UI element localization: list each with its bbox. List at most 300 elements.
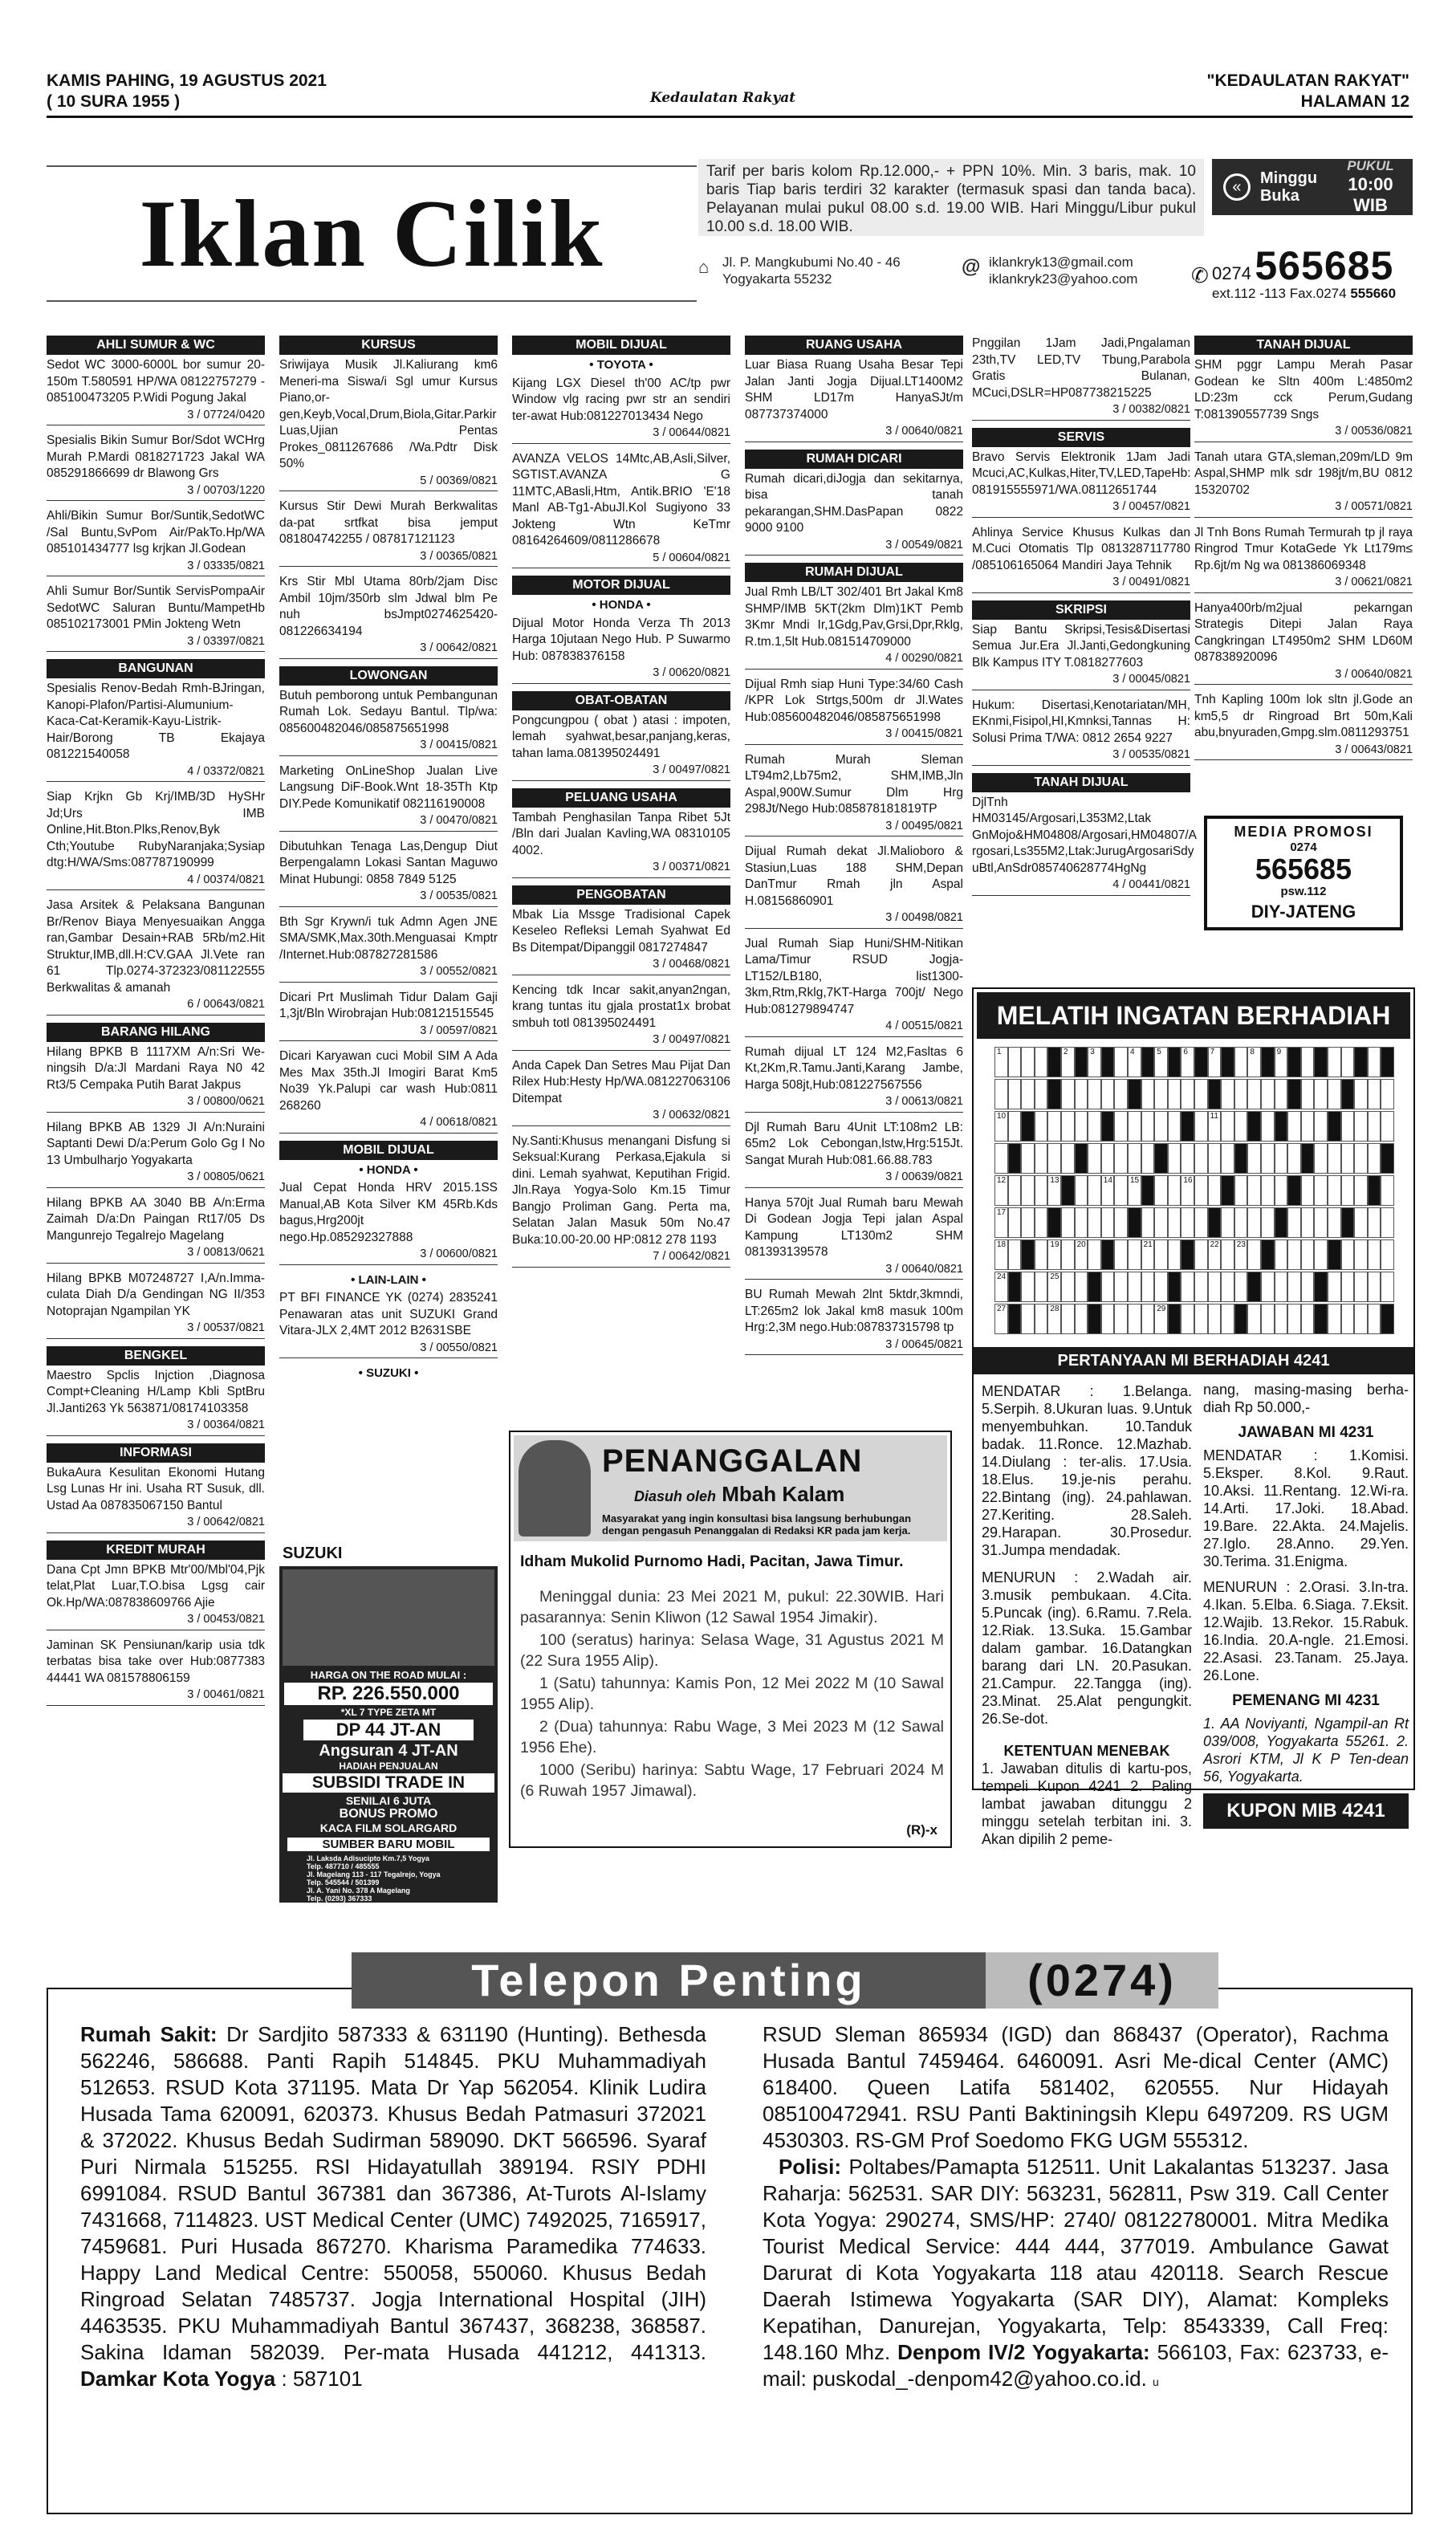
ad-text: Siap Krjkn Gb Krj/IMB/3D HySHr Jd;Urs IMB Online,Hit.Bton.Plks,Renov,Byk Cth;Youtube RubyNaranjaka;Sysiap dtg:H/WA/Sms:087787190999: [47, 790, 265, 869]
ad-text: Hilang BPKB AB 1329 JI A/n:Nuraini Saptanti Dewi D/a:Perum Golo Gg I No 13 Umbulharjo Yogyakarta: [47, 1120, 265, 1167]
crossword-cell: [1221, 1239, 1234, 1270]
crossword-cell: [1154, 1239, 1168, 1270]
ad-code: 6 / 00643/0821: [187, 998, 265, 1011]
masthead-right: [1207, 71, 1409, 112]
crossword-cell: [1247, 1111, 1261, 1142]
crossword-cell: [1021, 1304, 1035, 1334]
cell-number: 22: [1210, 1240, 1219, 1249]
ad-code: 3 / 00813/0621: [187, 1246, 265, 1259]
ad-text: Rumah dijual LT 124 M2,Fasltas 6 Kt,2Km,R.Tamu.Janti,Karang Jambe, Harga 508jt,Hub:081227567556: [745, 1044, 963, 1092]
car-image: [283, 1569, 494, 1666]
ad-text: Dicari Karyawan cuci Mobil SIM A Ada Mes Max 35th.Jl Imogiri Barat Km5 No39 Yk.Palupi car wash Hub:0811 268260: [279, 1049, 498, 1113]
crossword-cell: [1101, 1239, 1115, 1270]
ad-text: DjlTnh HM03145/Argosari,L353M2,Ltak GnMojo&HM04808/Argosari,HM04807/A rgosari,Ls355M2,Ltak:JurugArgosariSdy uBtl,AnSdr085740628774HgNg: [972, 795, 1197, 875]
crossword-cell: [1061, 1175, 1075, 1206]
crossword-cell: [1141, 1175, 1155, 1206]
sunday-hours: « Minggu Buka PUKUL 10:00 WIB: [1212, 159, 1413, 215]
ad-text: Spesialis Bikin Sumur Bor/Sdot WCHrg Murah P.Mardi 0818271723 Jakal WA 085291866699 dr Blawong Grs: [47, 433, 265, 480]
crossword-cell: [1354, 1175, 1368, 1206]
ad-text: Hilang BPKB M07248727 I,A/n.Imma-culata Diah D/a Gendingan NG II/353 Notoprajan Ngampilan YK: [47, 1271, 265, 1318]
classified-ad: [47, 897, 265, 1016]
crossword-cell: [1088, 1079, 1101, 1109]
crossword-cell: [1088, 1047, 1101, 1077]
classified-ad: [47, 357, 265, 425]
ad-text: Kursus Stir Dewi Murah Berkwalitas da-pat srtfkat bisa jemput 081804742255 / 087817121123: [279, 499, 498, 546]
ad-code: 4 / 00290/0821: [885, 652, 963, 665]
subsection-header: • TOYOTA •: [589, 358, 653, 372]
classified-ad: [279, 1180, 498, 1265]
classified-ad: [512, 1058, 730, 1126]
classified-ad: [47, 1120, 265, 1188]
ad-code: 3 / 00620/0821: [653, 666, 730, 679]
email-address: @ iklankryk13@gmail.com iklankryk23@yahoo.com: [962, 254, 1138, 287]
crossword-cell: [1101, 1111, 1115, 1142]
crossword-cell: [1021, 1207, 1035, 1238]
crossword-cell: [1354, 1207, 1368, 1238]
column-5: [972, 336, 1197, 903]
crossword-cell: [1075, 1111, 1088, 1142]
crossword-cell: [1047, 1079, 1061, 1109]
ad-text: Dijual Motor Honda Verza Th 2013 Harga 10jutaan Nego Hub. P Suwarmo Hub: 087838376158: [512, 616, 730, 663]
crossword-cell: [1181, 1239, 1194, 1270]
crossword-cell: [1354, 1047, 1368, 1077]
classified-ad: [47, 584, 265, 652]
ad-code: 3 / 00453/0821: [187, 1613, 265, 1626]
ad-code: 3 / 00552/0821: [420, 965, 498, 978]
crossword-cell: [1301, 1111, 1315, 1142]
classified-ad: [47, 1271, 265, 1339]
crossword-cell: [1301, 1143, 1315, 1174]
classified-ad: [47, 789, 265, 890]
crossword-cell: [1008, 1207, 1022, 1238]
crossword-cell: [1194, 1111, 1208, 1142]
section-header: PENGOBATAN: [512, 885, 730, 905]
crossword-cell: [1008, 1111, 1022, 1142]
ad-text: Ny.Santi:Khusus menangani Disfung si Seksual:Kurang Perkasa,Ejakula si dini. Lemah syahwat, Keputihan Frigid. Jln.Raya Yogya-Solo Km.15 Timur Bangjo Proliman Gang. Perta ma, Selatan Jalan Masuk 50m No.47 Buka:10.00-20.00 HP:0812 278 1193: [512, 1134, 730, 1247]
section-header: KREDIT MURAH: [47, 1541, 265, 1560]
ad-text: Kijang LGX Diesel th'00 AC/tp pwr Window vlg racing pwr str an sendiri ter-awat Hub:081227013434 Nego: [512, 376, 730, 423]
crossword-cell: [1168, 1047, 1181, 1077]
crossword-cell: [1287, 1304, 1301, 1334]
classified-ad: [1194, 600, 1413, 686]
section-header: OBAT-OBATAN: [512, 691, 730, 710]
crossword-cell: [1008, 1079, 1022, 1109]
classified-ad: [512, 713, 730, 781]
crossword-cell: [1275, 1239, 1288, 1270]
crossword-cell: [1208, 1047, 1222, 1077]
crossword-cell: [1275, 1079, 1288, 1109]
crossword-cell: [1381, 1047, 1394, 1077]
section-header: SKRIPSI: [972, 600, 1190, 620]
classified-ad: [972, 336, 1190, 421]
classified-ad: [279, 1048, 498, 1134]
issue-date: KAMIS PAHING, 19 AGUSTUS 2021: [47, 71, 327, 90]
crossword-cell: [1075, 1047, 1088, 1077]
classified-ad: [47, 1465, 265, 1533]
crossword-cell: [1275, 1272, 1288, 1302]
crossword-cell: [1275, 1111, 1288, 1142]
classified-ad: [512, 376, 730, 444]
ad-code: 3 / 00536/0821: [1335, 425, 1413, 438]
crossword-cell: [1141, 1047, 1155, 1077]
classified-ad: [279, 1290, 498, 1358]
section-header: AHLI SUMUR & WC: [47, 336, 265, 355]
section-header: MOBIL DIJUAL: [512, 336, 730, 355]
crossword-cell: [1101, 1175, 1115, 1206]
crossword-cell: [1088, 1239, 1101, 1270]
crossword-cell: [1247, 1175, 1261, 1206]
section-header: BARANG HILANG: [47, 1023, 265, 1042]
ad-text: Hukum: Disertasi,Kenotariatan/MH, EKnmi,Fisipol,HI,Kmnksi,Tannas H: Solusi Prima T/WA: 0812 2654 9227: [972, 698, 1190, 745]
crossword-cell: [1314, 1047, 1328, 1077]
crossword-cell: [1047, 1111, 1061, 1142]
ad-text: BU Rumah Mewah 2lnt 5ktdr,3kmndi, LT:265m2 lok Jakal km8 masuk 100m Hrg:2,3M nego.Hub:087837315798 tp: [745, 1288, 963, 1334]
crossword-cell: [1287, 1143, 1301, 1174]
crossword-cell: [994, 1143, 1008, 1174]
crossword-cell: [1114, 1304, 1128, 1334]
crossword-cell: [1101, 1047, 1115, 1077]
crossword-cell: [1261, 1239, 1275, 1270]
crossword-cell: [1194, 1272, 1208, 1302]
crossword-cell: [1154, 1175, 1168, 1206]
classified-ad: [512, 983, 730, 1051]
crossword-cell: [1168, 1175, 1181, 1206]
crossword-cell: [1181, 1111, 1194, 1142]
crossword-cell: [1021, 1239, 1035, 1270]
crossword-cell: [1381, 1111, 1394, 1142]
crossword-cell: [1381, 1272, 1394, 1302]
crossword-cell: [1381, 1304, 1394, 1334]
crossword-cell: [1061, 1239, 1075, 1270]
crossword-cell: [1221, 1111, 1234, 1142]
crossword-cell: [1368, 1079, 1381, 1109]
cell-number: 27: [997, 1305, 1007, 1313]
section-header: MOTOR DIJUAL: [512, 576, 730, 595]
crossword-cell: [1247, 1047, 1261, 1077]
crossword-cell: [1047, 1272, 1061, 1302]
classified-ad: [47, 508, 265, 576]
crossword-cell: [1194, 1143, 1208, 1174]
crossword-cell: [1328, 1207, 1341, 1238]
ad-text: Dana Cpt Jmn BPKB Mtr'00/Mbl'04,Pjk telat,Plat Luar,T.O.bisa Lgsg cair Ok.Hp/WA:087838609766 Ajie: [47, 1562, 265, 1610]
classified-ad: [512, 616, 730, 684]
classified-ad: [47, 1562, 265, 1630]
crossword-question-title: PERTANYAAN MI BERHADIAH 4241: [974, 1347, 1413, 1374]
crossword-cell: [1168, 1239, 1181, 1270]
crossword-cell: [1141, 1111, 1155, 1142]
ad-code: 3 / 00491/0821: [1112, 576, 1190, 588]
ad-text: Tnh Kapling 100m lok sltn jl.Gode an km5,5 dr Ringroad Brt 50m,Kali abu,bnyuraden,Gmpg.slm.0811293751: [1194, 693, 1413, 739]
crossword-cell: [1141, 1272, 1155, 1302]
crossword-cell: [1354, 1304, 1368, 1334]
crossword-cell: [1368, 1047, 1381, 1077]
crossword-cell: [1221, 1175, 1234, 1206]
masthead-left: [47, 71, 327, 112]
classified-ad: [47, 681, 265, 782]
ad-text: AVANZA VELOS 14Mtc,AB,Asli,Silver, SGTIST.AVANZA G 11MTC,ABasli,Htm, Antik.BRIO 'E'18 Manl AB-Tg1-AbuJl.Kol Sugiyono 33 Jokteng Wtn KeTmr 08164264609/0811286678: [512, 451, 730, 547]
classified-ad: [279, 990, 498, 1042]
ad-code: 7 / 00642/0821: [653, 1250, 730, 1263]
column-2: [279, 336, 498, 1384]
crossword-cell: [1114, 1175, 1128, 1206]
crossword-cell: [1114, 1111, 1128, 1142]
crossword-cell: [1128, 1079, 1141, 1109]
crossword-cell: [1354, 1239, 1368, 1270]
crossword-cell: [1088, 1304, 1101, 1334]
ad-code: 3 / 00498/0821: [885, 911, 963, 924]
crossword-cell: [994, 1047, 1008, 1077]
crossword-cell: [1234, 1239, 1248, 1270]
crossword-cell: [1328, 1175, 1341, 1206]
ad-code: 3 / 00549/0821: [885, 538, 963, 552]
crossword-cell: [1287, 1111, 1301, 1142]
cell-number: 9: [1276, 1048, 1282, 1056]
issue-hijri: ( 10 SURA 1955 ): [47, 92, 181, 111]
crossword-cell: [1101, 1079, 1115, 1109]
classified-ad: [512, 1134, 730, 1268]
classified-ad: [745, 1120, 963, 1188]
crossword-cell: [1168, 1272, 1181, 1302]
ad-text: Marketing OnLineShop Jualan Live Langsung DiF-Book.Wnt 18-35Th Ktp DIY.Pede Komunikatif 082116190008: [279, 763, 498, 811]
media-promosi: MEDIA PROMOSI 0274 565685 psw.112 DIY-JATENG: [1194, 811, 1413, 935]
crossword-cell: [1128, 1143, 1141, 1174]
penanggalan-title: PENANGGALAN: [602, 1443, 863, 1479]
ad-code: 3 / 00645/0821: [885, 1337, 963, 1351]
telepon-penting: Rumah Sakit: Dr Sardjito 587333 & 631190 (Hunting). Bethesda 562246, 586688. Panti Rapih 514845. PKU Muhammadiyah 512653. RSUD Kota 371195. Mata Dr Yap 562054. Klinik Ludira Husada Tama 620091, 620373. Khusus Bedah Patmasuri 372021 & 372022. Khusus Bedah Sudirman 589090. DKT 566596. Syaraf Puri Nirmala 515255. RSI Hidayatullah 389194. RSIY PDHI 6991084. RSUD Bantul 367381 dan 367386, At-Turots Al-Islamy 7431668, 7114823. UST Medical Center (UMC) 7492025, 7165917, 7459681. Puri Husada 867270. Kharisma Paramedika 774633. Happy Land Medical Centre: 550058, 550060. Khusus Bedah Ringroad Selatan 7485737. Jogja International Hospital (JIH) 4463535. PKU Muhammadiyah Bantul 367437, 368238, 368587. Sakina Idaman 582039. Per-mata Husada 441212, 441313. Damkar Kota Yogya : 587101 RSUD Sleman 865934 (IGD) dan 868437 (Operator), Rachma Husada Bantul 7459464. 6460091. Asri Me-dical Center (AMC) 618400. Queen Latifa 581402, 620555. Nur Hidayah 085100472941. RSU Panti Baktiningsih Klepu 6497209. RS UGM 4530303. RS-GM Prof Soedomo FKG UGM 555312. Polisi: Poltabes/Pamapta 512511. Unit Lakalantas 513237. Jasa Raharja: 562531. SAR DIY: 563231, 562811, Psw 319. Call Center Kota Yogya: 290274, SMS/HP: 2740/ 08122780001. Mitra Medika Tourist Medical Service: 444 444, 377019. Ambulance Gawat Darurat di Kota Yogyakarta 118 atau 420118. Search Rescue Daerah Istimewa Yogyakarta (SAR DIY), Alamat: Kompleks Kepatihan, Danurejan, Yogyakarta, Telp: 8543339, Call Freq: 148.160 Mhz. Denpom IV/2 Yogyakarta: 566103, Fax: 623733, e-mail: puskodal_-denpom42@yahoo.co.id. u Telepon Penting (0274): [47, 1952, 1413, 2514]
cell-number: 16: [1183, 1176, 1193, 1185]
crossword-cell: [1128, 1304, 1141, 1334]
crossword-cell: [1008, 1047, 1022, 1077]
ad-text: Kencing tdk Incar sakit,anyan2ngan, krang tuntas itu gjala prostat1x brobat smbuh totl 081395024491: [512, 983, 730, 1030]
cell-number: 6: [1183, 1048, 1188, 1056]
crossword-cell: [1247, 1272, 1261, 1302]
section-header: SERVIS: [972, 428, 1190, 447]
crossword-cell: [1101, 1304, 1115, 1334]
phone-contact: ✆ 0274 565685 ext.112 -113 Fax.0274 555660: [1191, 243, 1397, 301]
home-icon: ⌂: [698, 257, 710, 277]
cell-number: 10: [997, 1112, 1007, 1121]
masthead-logo: Kedaulatan Rakyat: [650, 90, 796, 106]
cell-number: 2: [1064, 1048, 1068, 1056]
crossword-cell: [1035, 1111, 1048, 1142]
crossword-cell: [1247, 1143, 1261, 1174]
ad-code: 4 / 00618/0821: [420, 1116, 498, 1129]
ad-text: Bth Sgr Krywn/i tuk Admn Agen JNE SMA/SMK,Max.30th.Menguasai Kmptr /Internet.Hub:087827281586: [279, 914, 498, 962]
crossword-box: MELATIH INGATAN BERHADIAH 1 2 3 4 5 6 7 8 9 10 11 12 13 14 15 16 17 18 19 20 21 22 23 24 25 26 27 28 29 PERTANYAAN MI BERHADIAH 4241 MENDATAR : 1.Belanga. 5.Serpih. 8.Ukuran luas. 9.Untuk menyembuhkan. 10.Tanduk badak. 11.Ronce. 12.Mazhab. 14.Diulang : ter-alis. 17.Usia. 18.Elus. 19.je-nis perahu. 22.Bintang (ing). 24.pahlawan. 27.Keriting. 28.Saleh. 29.Harapan. 30.Prosedur. 31.Jumpa mendadak. MENURUN : 2.Wadah air. 3.musik pembukaan. 4.Cita. 5.Puncak (ing). 6.Ramu. 7.Rela. 12.Riak. 13.Suka. 15.Gambar dalam gambar. 16.Datangkan barang dari LN. 20.Pasukan. 21.Campur. 22.Tangga (ing). 23.Minat. 25.Alat pengungkit. 26.Se-dot. KETENTUAN MENEBAK 1. Jawaban ditulis di kartu-pos, tempeli Kupon 4241 2. Paling lambat jawaban ditunggu 2 minggu setelah terbitan ini. 3. Akan dipilih 2 peme- nang, masing-masing berha-diah Rp 50.000,- JAWABAN MI 4231 MENDATAR : 1.Komisi. 5.Eksper. 8.Kol. 9.Raut. 10.Aksi. 11.Rentang. 12.Wi-ra. 14.Arti. 17.Joki. 18.Abad. 19.Bare. 22.Akta. 24.Majelis. 27.Iglo. 28.Anno. 29.Yen. 30.Terima. 31.Enigma. MENURUN : 2.Orasi. 3.In-tra. 4.Ikan. 5.Elba. 6.Siaga. 7.Eksit. 12.Wajib. 13.Rekor. 15.Rabuk. 16.India. 20.A-ngle. 21.Emosi. 22.Asasi. 23.Tanam. 25.Jaya. 26.Lone. PEMENANG MI 4231 1. AA Noviyanti, Ngampil-an Rt 039/008, Yogyakarta 55261. 2. Asrori KTM, Jl K P Ten-dean 56, Yogyakarta. KUPON MIB 4241: [972, 987, 1415, 1790]
classified-ad: [745, 752, 963, 837]
cell-number: 24: [997, 1272, 1007, 1281]
ad-text: Jual Rumah Siap Huni/SHM-Nitikan Lama/Timur RSUD Jogja-LT152/LB180, list1300-3km,Rtm,Rklg,7KT-Harga 700jt/ Nego Hub:081279894747: [745, 936, 963, 1016]
crossword-cell: [1035, 1272, 1048, 1302]
crossword-cell: [1181, 1175, 1194, 1206]
classified-ad: [972, 795, 1197, 896]
ad-text: Hanya400rb/m2jual pekarngan Strategis Ditepi Jalan Raya Cangkringan LT4950m2 SHM LD60M 087838920096: [1194, 600, 1413, 664]
cell-number: 26: [1090, 1272, 1100, 1281]
ad-text: Hilang BPKB AA 3040 BB A/n:Erma Zaimah D/a:Dn Paingan Rt17/05 Ds Mangunrejo Tegalrejo Magelang: [47, 1195, 265, 1243]
crossword-cell: [1021, 1111, 1035, 1142]
crossword-cell: [1301, 1079, 1315, 1109]
section-header: PELUANG USAHA: [512, 788, 730, 808]
crossword-cell: [1194, 1079, 1208, 1109]
classified-ad: [279, 574, 498, 659]
ad-code: 3 / 00371/0821: [653, 861, 730, 873]
cell-number: 23: [1236, 1240, 1246, 1249]
crossword-cell: [1275, 1143, 1288, 1174]
crossword-cell: [1328, 1143, 1341, 1174]
ad-text: Dijual Rmh siap Huni Type:34/60 Cash /KPR Lok Strtgs,500m dr Jl.Wates Hub:085600482046/085875651998: [745, 677, 963, 724]
ad-code: 3 / 00468/0821: [653, 958, 730, 971]
ad-code: 3 / 00550/0821: [420, 1341, 498, 1354]
column-1: [47, 336, 265, 1713]
crossword-cell: [1221, 1047, 1234, 1077]
crossword-cell: [1168, 1304, 1181, 1334]
crossword-cell: [1141, 1079, 1155, 1109]
crossword-cell: [1035, 1175, 1048, 1206]
cell-number: 20: [1076, 1240, 1086, 1249]
classified-ad: [1194, 692, 1413, 760]
crossword-cell: [994, 1304, 1008, 1334]
crossword-cell: [1314, 1272, 1328, 1302]
subsection-header: • LAIN-LAIN •: [351, 1272, 426, 1287]
cell-number: 14: [1103, 1176, 1112, 1185]
crossword-cell: [1075, 1143, 1088, 1174]
cell-number: 19: [1050, 1240, 1059, 1249]
ad-code: 3 / 00621/0821: [1335, 576, 1413, 588]
crossword-cell: [1168, 1111, 1181, 1142]
crossword-cell: [1314, 1143, 1328, 1174]
crossword-cell: [1061, 1111, 1075, 1142]
crossword-cell: [1035, 1047, 1048, 1077]
classified-ad: [745, 357, 963, 442]
ad-code: 3 / 00644/0821: [653, 426, 730, 439]
crossword-cell: [1314, 1304, 1328, 1334]
ad-text: Sedot WC 3000-6000L bor sumur 20-150m T.580591 HP/WA 08122757279 - 085100473205 P.Widi Pogung Jakal: [47, 358, 265, 405]
classified-ad: [745, 936, 963, 1037]
crossword-cell: [1075, 1175, 1088, 1206]
ad-text: Dicari Prt Muslimah Tidur Dalam Gaji 1,3jt/Bln Wirobrajan Hub:08121515545: [279, 990, 498, 1020]
classified-ad: [745, 1287, 963, 1355]
crossword-cell: [1101, 1272, 1115, 1302]
cell-number: 1: [997, 1048, 1002, 1056]
ad-code: 3 / 00497/0821: [653, 1033, 730, 1046]
ad-text: BukaAura Kesulitan Ekonomi Hutang Lsg Lunas Hr ini. Usaha RT Susuk, dll. Ustad Aa 087835067150 Bantul: [47, 1465, 265, 1512]
classified-ad: [1194, 450, 1413, 518]
section-header: LOWONGAN: [279, 666, 498, 686]
classified-ad: [279, 499, 498, 567]
crossword-cell: [1287, 1207, 1301, 1238]
ad-code: 3 / 00495/0821: [885, 819, 963, 832]
crossword-cell: [1141, 1239, 1155, 1270]
ad-code: 3 / 00535/0821: [420, 889, 498, 902]
classified-ad: [279, 357, 498, 491]
crossword-cell: [1381, 1143, 1394, 1174]
crossword-cell: [1088, 1111, 1101, 1142]
section-header: INFORMASI: [47, 1443, 265, 1463]
crossword-cell: [1314, 1079, 1328, 1109]
section-header: BENGKEL: [47, 1346, 265, 1366]
classified-ad: [972, 450, 1190, 518]
crossword-cell: [1354, 1079, 1368, 1109]
crossword-cell: [1088, 1175, 1101, 1206]
subsection-header: • HONDA •: [359, 1162, 418, 1177]
section-header: RUMAH DICARI: [745, 450, 963, 469]
ad-text: Hanya 570jt Jual Rumah baru Mewah Di Godean Jogja Tepi jalan Aspal Kampung LT130m2 SHM 081393139578: [745, 1195, 963, 1259]
crossword-cell: [1261, 1047, 1275, 1077]
crossword-cell: [1075, 1079, 1088, 1109]
crossword-cell: [1154, 1143, 1168, 1174]
crossword-cell: [1221, 1272, 1234, 1302]
classified-banner: [47, 159, 1413, 308]
crossword-cell: [1368, 1175, 1381, 1206]
crossword-cell: [1008, 1239, 1022, 1270]
paper-name: "KEDAULATAN RAKYAT": [1206, 71, 1409, 90]
ad-text: Butuh pemborong untuk Pembangunan Rumah Lok. Sedayu Bantul. Tlp/wa: 085600482046/085875651998: [279, 688, 498, 735]
crossword-cell: [1021, 1143, 1035, 1174]
ad-code: 4 / 00515/0821: [885, 1020, 963, 1032]
crossword-cell: [1088, 1272, 1101, 1302]
crossword-cell: [1088, 1207, 1101, 1238]
ad-code: 3 / 00640/0821: [885, 425, 963, 438]
crossword-cell: [1181, 1079, 1194, 1109]
crossword-cell: [1341, 1175, 1355, 1206]
ad-code: 3 / 00045/0821: [1112, 673, 1190, 686]
classified-ad: [745, 1044, 963, 1113]
crossword-cell: [1301, 1272, 1315, 1302]
crossword-cell: [1181, 1304, 1194, 1334]
ad-code: 4 / 00374/0821: [187, 873, 265, 886]
ad-text: Rumah dicari,diJogja dan sekitarnya, bisa tanah pekarangan,SHM.DasPapan 0822 9000 9100: [745, 471, 963, 535]
crossword-cell: [1168, 1079, 1181, 1109]
ad-code: 3 / 00537/0821: [187, 1321, 265, 1334]
cell-number: 21: [1143, 1240, 1153, 1249]
crossword-cell: [1128, 1207, 1141, 1238]
section-header: MOBIL DIJUAL: [279, 1141, 498, 1160]
crossword-cell: [1128, 1047, 1141, 1077]
classified-ad: [512, 451, 730, 569]
crossword-cell: [1354, 1143, 1368, 1174]
crossword-cell: [1368, 1143, 1381, 1174]
classified-ad: [972, 525, 1190, 593]
ad-code: 3 / 00382/0821: [1112, 403, 1190, 416]
section-header: TANAH DIJUAL: [1194, 336, 1413, 355]
crossword-cell: [1061, 1304, 1075, 1334]
crossword-cell: [1101, 1207, 1115, 1238]
cell-number: 12: [997, 1176, 1007, 1185]
crossword-cell: [1047, 1175, 1061, 1206]
crossword-cell: [1208, 1304, 1222, 1334]
crossword-cell: [1035, 1143, 1048, 1174]
ad-text: SHM pggr Lampu Merah Pasar Godean ke Sltn 400m L:4850m2 LD:23m cck Perum,Gudang T:081390557739 Sngs: [1194, 358, 1413, 421]
classified-ad: [279, 688, 498, 756]
ad-text: Dibutuhkan Tenaga Las,Dengup Diut Berpengalamn Lokasi Santan Maguwo Minat Hubungi: 0858 7849 5125: [279, 839, 498, 886]
crossword-cell: [1154, 1111, 1168, 1142]
ad-text: Jual Rmh LB/LT 302/401 Brt Jakal Km8 SHMP/IMB 5KT(2km Dlm)1KT Pemb 3Kmr Mndi Ir,1Gdg,Pav,Grsi,Dpr,Rklg, R.tm.1,5lt Hub.081514709000: [745, 585, 963, 649]
crossword-cell: [1341, 1207, 1355, 1238]
classified-ad: [279, 914, 498, 983]
crossword-cell: [1168, 1207, 1181, 1238]
crossword-cell: [1114, 1143, 1128, 1174]
crossword-cell: [1154, 1272, 1168, 1302]
cell-number: 28: [1050, 1305, 1059, 1313]
ad-code: 3 / 00415/0821: [420, 739, 498, 751]
crossword-cell: [1368, 1111, 1381, 1142]
ad-text: Spesialis Renov-Bedah Rmh-BJringan, Kanopi-Plafon/Partisi-Alumunium-Kaca-Cat-Keramik-Kayu-Listrik-Hair/Borong TB Ekajaya 081221540058: [47, 682, 265, 761]
crossword-cell: [1008, 1143, 1022, 1174]
crossword-cell: [1194, 1239, 1208, 1270]
crossword-cell: [1181, 1272, 1194, 1302]
crossword-cell: [1368, 1207, 1381, 1238]
cell-number: 18: [997, 1240, 1007, 1249]
